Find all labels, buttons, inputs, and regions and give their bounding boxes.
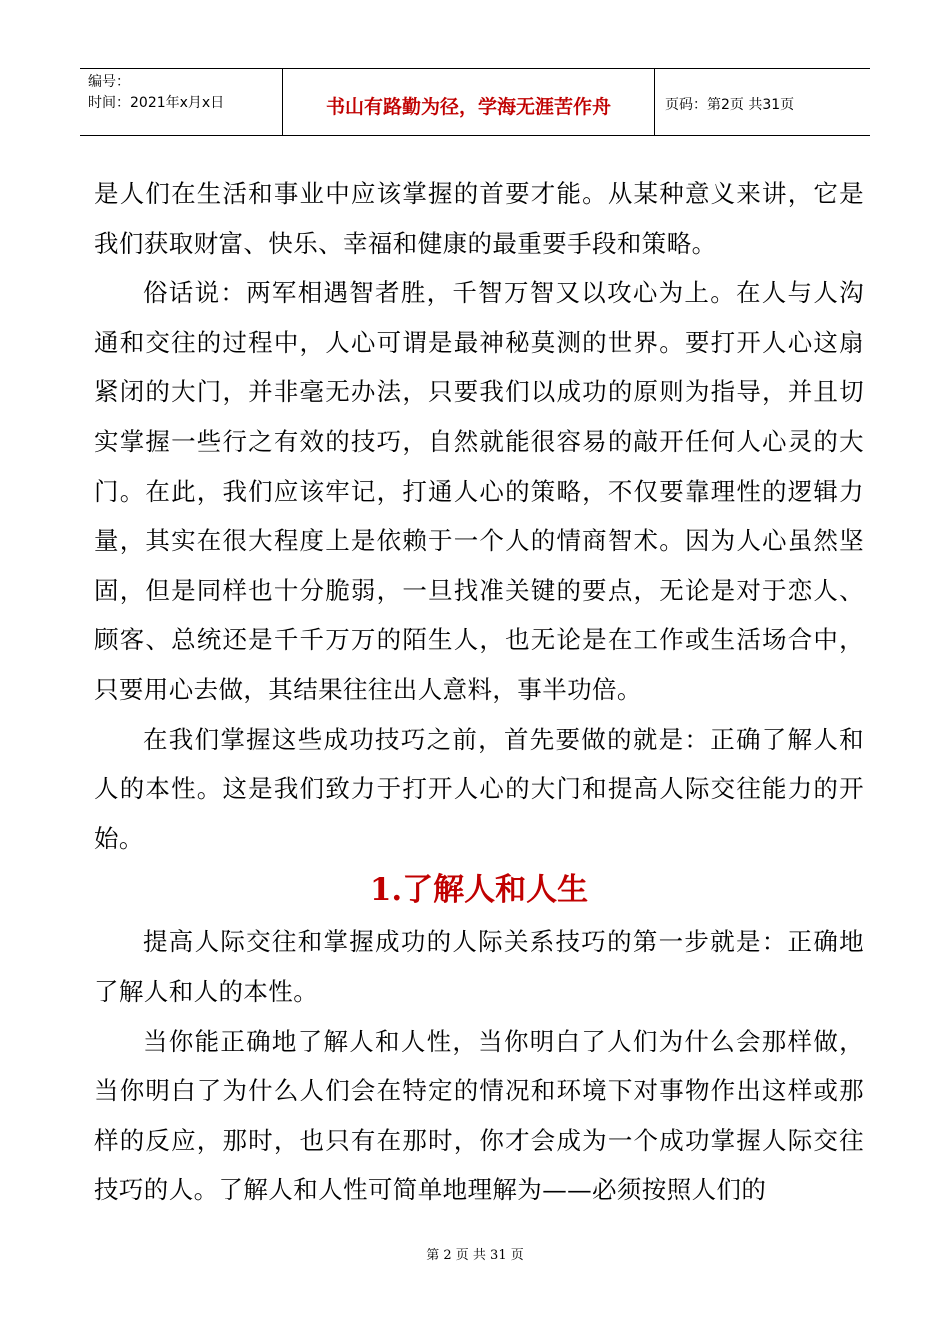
paragraphs-after-section: [94, 917, 864, 1215]
header-page-info: 页码：第2页 共31页: [665, 97, 795, 113]
paragraphs-before-section: [94, 169, 864, 863]
paragraph: 提高人际交往和掌握成功的人际关系技巧的第一步就是：正确地了解人和人的本性。: [94, 927, 864, 1006]
paragraph: 在我们掌握这些成功技巧之前，首先要做的就是：正确了解人和人的本性。这是我们致力于打开人心的大门和提高人际交往能力的开始。: [94, 724, 864, 853]
document-time-label: 时间：2021年x月x日: [88, 95, 225, 111]
document-header: [80, 68, 870, 136]
header-motto: 书山有路勤为径，学海无涯苦作舟: [283, 69, 655, 135]
section-title: 1.了解人和人生: [369, 872, 589, 909]
document-number-label: 编号：: [88, 74, 130, 90]
paragraph: 当你能正确地了解人和人性，当你明白了人们为什么会那样做，当你明白了为什么人们会在特定的情况和环境下对事物作出这样或那样的反应，那时，也只有在那时，你才会成为一个成功掌握人际交往技巧的人。了解人和人性可简单地理解为——必须按照人们的: [94, 1026, 864, 1205]
paragraph: 俗话说：两军相遇智者胜，千智万智又以攻心为上。在人与人沟通和交往的过程中，人心可谓是最神秘莫测的世界。要打开人心这扇紧闭的大门，并非毫无办法，只要我们以成功的原则为指导，并且切实掌握一些行之有效的技巧，自然就能很容易的敲开任何人心灵的大门。在此，我们应该牢记，打通人心的策略，不仅要靠理性的逻辑力量，其实在很大程度上是依赖于一个人的情商智术。因为人心虽然坚固，但是同样也十分脆弱，一旦找准关键的要点，无论是对于恋人、顾客、总统还是千千万万的陌生人，也无论是在工作或生活场合中，只要用心去做，其结果往往出人意料，事半功倍。: [94, 278, 864, 704]
header-meta-cell: [80, 69, 283, 135]
document-body: [94, 169, 864, 1215]
paragraph: 是人们在生活和事业中应该掌握的首要才能。从某种意义来讲，它是我们获取财富、快乐、幸福和健康的最重要手段和策略。: [94, 179, 864, 258]
page-footer: 第 2 页 共 31 页: [426, 1248, 524, 1263]
